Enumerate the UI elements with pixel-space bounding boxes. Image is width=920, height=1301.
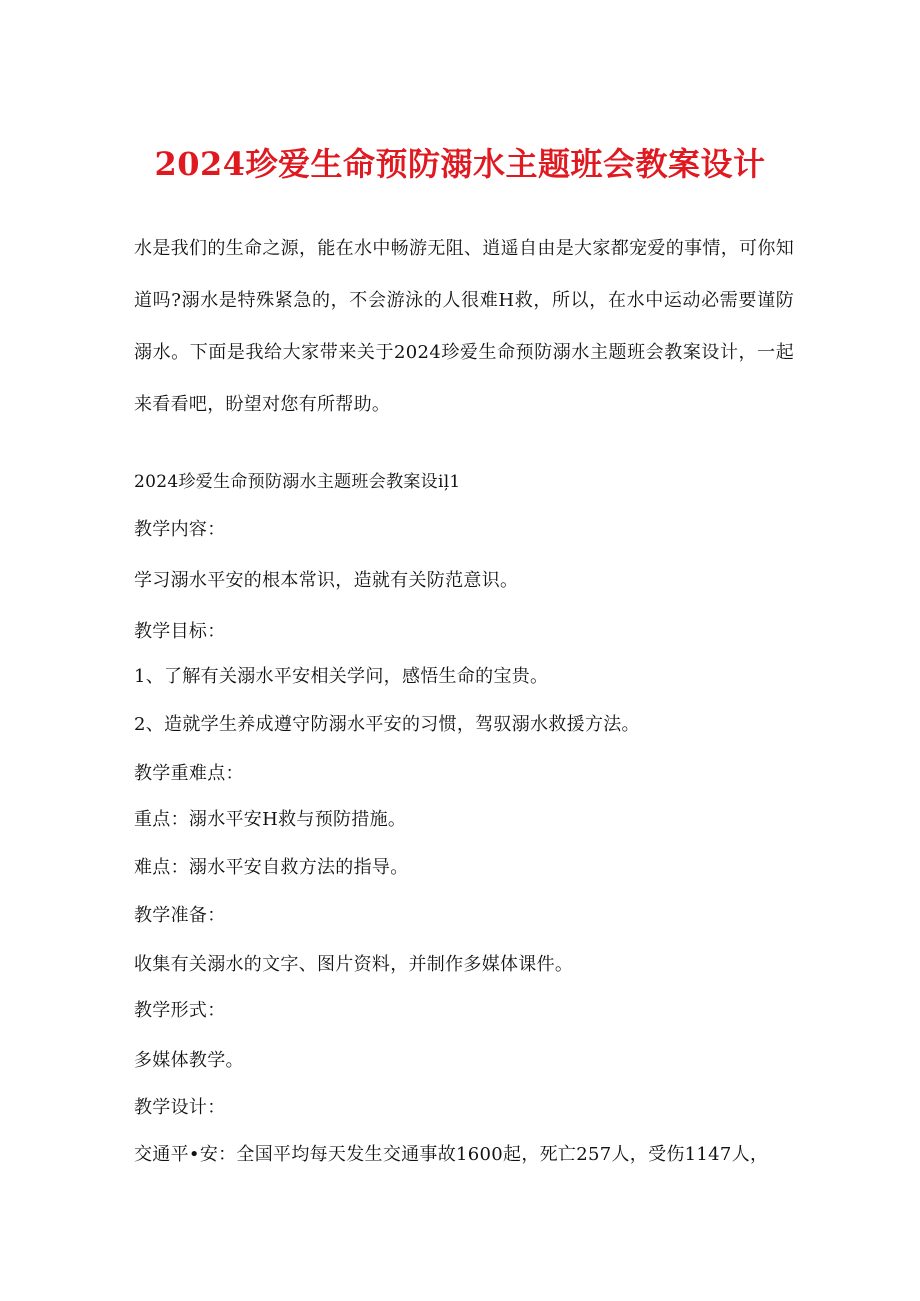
- document-title: 2024珍爱生命预防溺水主题班会教案设计: [154, 145, 766, 183]
- line-form: 多媒体教学。: [134, 1050, 244, 1071]
- line-key-difficulties-label: 教学重难点：: [134, 763, 244, 784]
- line-traffic-safety: 交通平•安：全国平均每天发生交通事故1600起，死亡257人，受伤1147人，: [134, 1144, 769, 1165]
- line-key-point: 重点：溺水平安H救与预防措施。: [134, 809, 407, 830]
- line-teaching-goals-label: 教学目标：: [134, 621, 226, 642]
- line-difficult-point: 难点：溺水平安自救方法的指导。: [134, 857, 409, 878]
- line-teaching-content-label: 教学内容：: [134, 519, 226, 540]
- line-preparation: 收集有关溺水的文字、图片资料，并制作多媒体课件。: [134, 954, 574, 975]
- line-preparation-label: 教学准备：: [134, 905, 226, 926]
- section-heading: 2024珍爱生命预防溺水主题班会教案设iļ1: [134, 472, 461, 492]
- line-design-label: 教学设计：: [134, 1097, 226, 1118]
- line-goal-2: 2、造就学生养成遵守防溺水平安的习惯，驾驭溺水救援方法。: [134, 714, 640, 735]
- line-goal-1: 1、了解有关溺水平安相关学问，感悟生命的宝贵。: [134, 666, 549, 687]
- line-teaching-content: 学习溺水平安的根本常识，造就有关防范意识。: [134, 570, 519, 591]
- line-form-label: 教学形式：: [134, 1000, 226, 1021]
- intro-paragraph: 水是我们的生命之源，能在水中畅游无阻、逍遥自由是大家都宠爱的事情，可你知道吗?溺水是特殊紧急的，不会游泳的人很难H救，所以，在水中运动必需要谨防溺水。下面是我给大家带来关于2024珍爱生命预防溺水主题班会教案设计，一起来看看吧，盼望对您有所帮助。: [134, 238, 794, 415]
